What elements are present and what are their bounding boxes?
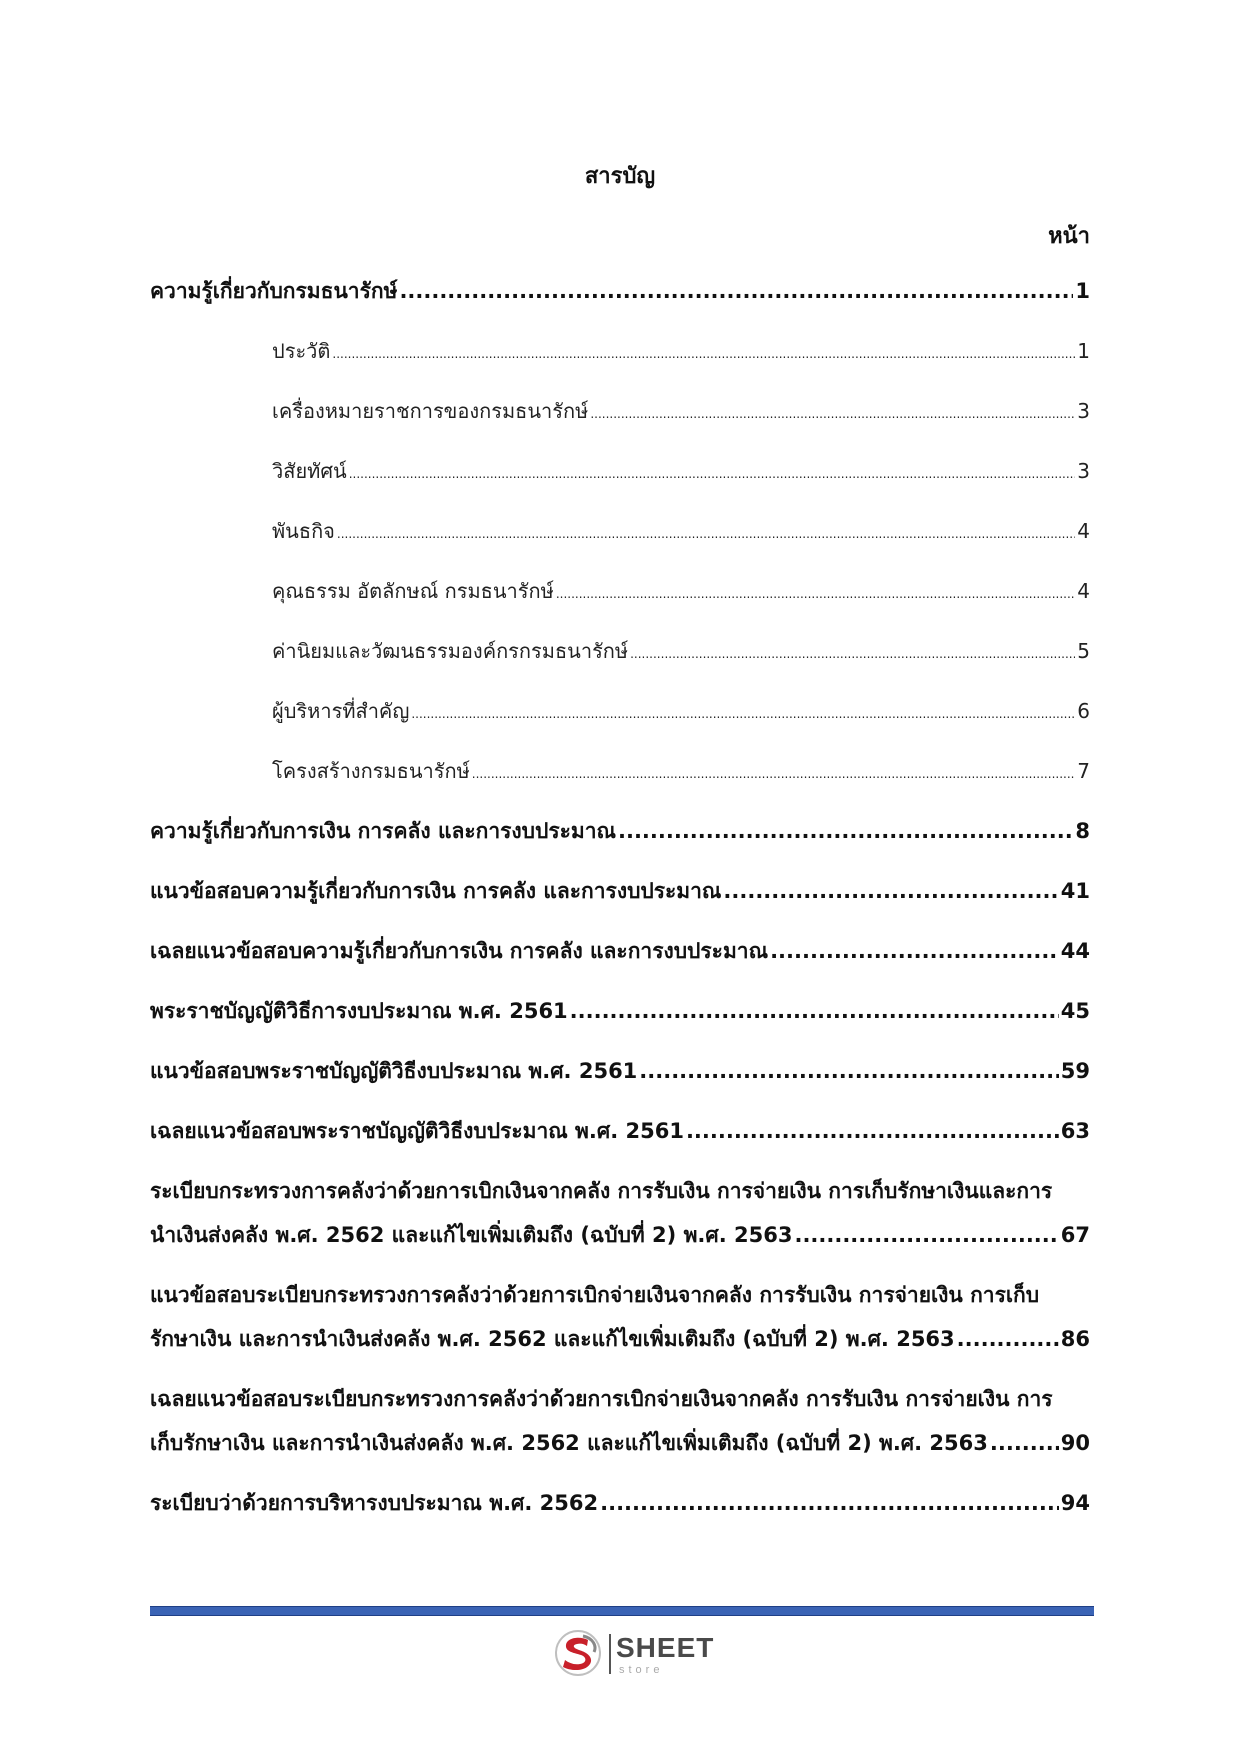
leader-dots xyxy=(770,936,1059,966)
toc-subentry[interactable] xyxy=(272,696,1090,729)
toc-entry-page: 4 xyxy=(1077,579,1090,603)
toc-entry-page: 4 xyxy=(1077,519,1090,543)
leader-dots xyxy=(957,1324,1059,1354)
toc-entry[interactable] xyxy=(150,936,1090,966)
leader-dots xyxy=(399,276,1073,306)
toc-entry-label: เฉลยแนวข้อสอบความรู้เกี่ยวกับการเงิน การคลัง และการงบประมาณ xyxy=(150,939,769,963)
leader-dots xyxy=(349,456,1076,489)
sheet-logo-icon xyxy=(553,1628,603,1678)
toc-entry-page: 90 xyxy=(1060,1431,1090,1455)
toc-entry-label: คุณธรรม อัตลักษณ์ กรมธนารักษ์ xyxy=(272,579,554,603)
toc-entry-label: พันธกิจ xyxy=(272,519,335,543)
logo-separator xyxy=(609,1634,611,1674)
leader-dots xyxy=(630,636,1075,669)
leader-dots xyxy=(332,336,1075,369)
toc-entry-label-line2: เก็บรักษาเงิน และการนำเงินส่งคลัง พ.ศ. 2562 และแก้ไขเพิ่มเติมถึง (ฉบับที่ 2) พ.ศ. 2563 xyxy=(150,1431,988,1455)
toc-entry-page: 3 xyxy=(1077,459,1090,483)
toc-entry-label: ประวัติ xyxy=(272,339,331,363)
leader-dots xyxy=(411,696,1075,729)
toc-entry-label: พระราชบัญญัติวิธีการงบประมาณ พ.ศ. 2561 xyxy=(150,999,568,1023)
toc-entry-label: แนวข้อสอบความรู้เกี่ยวกับการเงิน การคลัง และการงบประมาณ xyxy=(150,879,722,903)
leader-dots xyxy=(337,516,1075,549)
toc-entry-page: 44 xyxy=(1060,939,1090,963)
toc-entry-multiline[interactable] xyxy=(150,1176,1090,1250)
toc-entry-label: วิสัยทัศน์ xyxy=(272,459,347,483)
logo-subtext: store xyxy=(619,1664,664,1676)
sheet-store-logo xyxy=(553,1628,713,1680)
leader-dots xyxy=(618,816,1073,846)
toc-entry-page: 6 xyxy=(1077,699,1090,723)
toc-entry-label: ค่านิยมและวัฒนธรรมองค์กรกรมธนารักษ์ xyxy=(272,639,629,663)
toc-entry-label-line2: รักษาเงิน และการนำเงินส่งคลัง พ.ศ. 2562 และแก้ไขเพิ่มเติมถึง (ฉบับที่ 2) พ.ศ. 2563 xyxy=(150,1327,955,1351)
toc-entry-label: ระเบียบว่าด้วยการบริหารงบประมาณ พ.ศ. 2562 xyxy=(150,1491,599,1515)
toc-subentry[interactable] xyxy=(272,636,1090,669)
toc-entry[interactable] xyxy=(150,816,1090,846)
logo-wordmark: SHEET xyxy=(616,1632,715,1663)
toc-entry[interactable] xyxy=(150,876,1090,906)
toc-entry-page: 63 xyxy=(1060,1119,1090,1143)
footer-rule xyxy=(150,1606,1094,1616)
toc-subentry[interactable] xyxy=(272,456,1090,489)
toc-entry[interactable] xyxy=(150,1056,1090,1086)
toc-subentry[interactable] xyxy=(272,576,1090,609)
toc-entry[interactable] xyxy=(150,996,1090,1026)
leader-dots xyxy=(686,1116,1059,1146)
toc-entry-label: เฉลยแนวข้อสอบพระราชบัญญัติวิธีงบประมาณ พ.ศ. 2561 xyxy=(150,1119,684,1143)
toc-entry-page: 8 xyxy=(1075,819,1090,843)
toc-entry-label: แนวข้อสอบพระราชบัญญัติวิธีงบประมาณ พ.ศ. 2561 xyxy=(150,1059,638,1083)
toc-subentry[interactable] xyxy=(272,516,1090,549)
toc-entry-label-line1: แนวข้อสอบระเบียบกระทรวงการคลังว่าด้วยการเบิกจ่ายเงินจากคลัง การรับเงิน การจ่ายเงิน การเก็บ xyxy=(150,1283,1040,1307)
toc-entry-multiline[interactable] xyxy=(150,1280,1090,1354)
toc-entry-label: ความรู้เกี่ยวกับกรมธนารักษ์ xyxy=(150,279,398,303)
leader-dots xyxy=(556,576,1075,609)
toc-entry[interactable] xyxy=(150,276,1090,306)
toc-entry-page: 86 xyxy=(1060,1327,1090,1351)
toc-entry-page: 5 xyxy=(1077,639,1090,663)
page-column-header: หน้า xyxy=(1048,224,1090,249)
toc-subentry[interactable] xyxy=(272,396,1090,429)
page-title: สารบัญ xyxy=(584,164,656,189)
leader-dots xyxy=(570,996,1059,1026)
toc-entry-label-line1: ระเบียบกระทรวงการคลังว่าด้วยการเบิกเงินจากคลัง การรับเงิน การจ่ายเงิน การเก็บรักษาเงินและการ xyxy=(150,1179,1053,1203)
leader-dots xyxy=(639,1056,1058,1086)
leader-dots xyxy=(723,876,1058,906)
toc-entry-page: 41 xyxy=(1060,879,1090,903)
leader-dots xyxy=(590,396,1075,429)
toc-entry-label: ความรู้เกี่ยวกับการเงิน การคลัง และการงบประมาณ xyxy=(150,819,616,843)
toc-subentry[interactable] xyxy=(272,756,1090,789)
toc-entry-label: โครงสร้างกรมธนารักษ์ xyxy=(272,759,470,783)
toc-entry-label-line2: นำเงินส่งคลัง พ.ศ. 2562 และแก้ไขเพิ่มเติมถึง (ฉบับที่ 2) พ.ศ. 2563 xyxy=(150,1223,793,1247)
toc-entry-label: เครื่องหมายราชการของกรมธนารักษ์ xyxy=(272,399,589,423)
leader-dots xyxy=(472,756,1076,789)
toc-subentry[interactable] xyxy=(272,336,1090,369)
toc-entry-page: 1 xyxy=(1075,279,1090,303)
toc-entry-page: 1 xyxy=(1077,339,1090,363)
leader-dots xyxy=(600,1488,1059,1518)
leader-dots xyxy=(990,1428,1059,1458)
toc-entry-page: 94 xyxy=(1060,1491,1090,1515)
leader-dots xyxy=(794,1220,1058,1250)
toc-entry-label-line1: เฉลยแนวข้อสอบระเบียบกระทรวงการคลังว่าด้วยการเบิกจ่ายเงินจากคลัง การรับเงิน การจ่ายเงิน การ xyxy=(150,1387,1053,1411)
toc-entry-label: ผู้บริหารที่สำคัญ xyxy=(272,699,410,723)
toc-entry-multiline[interactable] xyxy=(150,1384,1090,1458)
toc-entry[interactable] xyxy=(150,1488,1090,1518)
toc-entry-page: 67 xyxy=(1060,1223,1090,1247)
toc-entry[interactable] xyxy=(150,1116,1090,1146)
toc-entry-page: 45 xyxy=(1060,999,1090,1023)
toc-entry-page: 7 xyxy=(1077,759,1090,783)
toc-entry-page: 3 xyxy=(1077,399,1090,423)
toc-entry-page: 59 xyxy=(1060,1059,1090,1083)
